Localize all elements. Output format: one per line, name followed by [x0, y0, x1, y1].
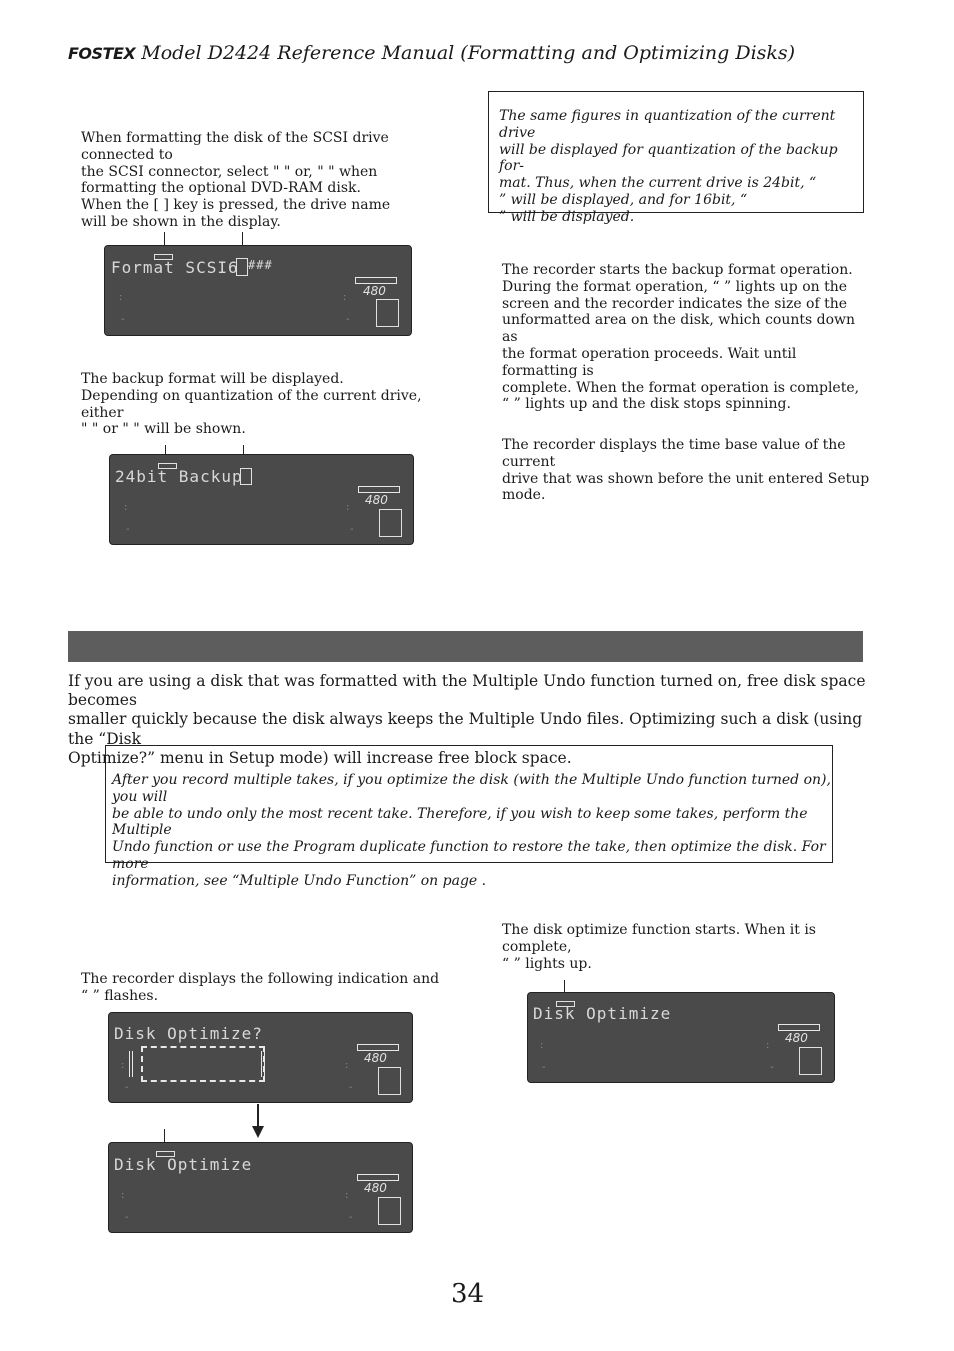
- timebase-value: 480: [363, 284, 386, 298]
- text-line: information, see “Multiple Undo Function” on page .: [112, 872, 487, 889]
- lcd-text: Disk Optimize: [533, 1004, 672, 1023]
- arrow-head-icon: [252, 1126, 264, 1138]
- note-box-multiple-undo: [105, 745, 833, 889]
- lcd-box-icon: [378, 1197, 401, 1225]
- page-number: 34: [451, 1279, 485, 1309]
- backup-format-paragraph: [81, 371, 461, 438]
- page-header: [68, 42, 795, 64]
- text-line: The recorder displays the following indication and: [81, 971, 440, 987]
- lcd-text: Disk Optimize?: [114, 1024, 263, 1043]
- text-line: The disk optimize function starts. When it is complete,: [502, 922, 816, 955]
- timebase-bar: [355, 277, 397, 284]
- text-line: complete. When the format operation is complete,: [502, 379, 860, 396]
- text-line: During the format operation, “ ” lights up on the: [502, 278, 848, 295]
- lcd-display-optimize-prompt: Disk Optimize? 480 : : - -: [108, 1012, 413, 1103]
- text-line: mat. Thus, when the current drive is 24bit, “: [499, 175, 817, 192]
- text-line: the format operation proceeds. Wait until formatting is: [502, 345, 797, 379]
- lcd-box-icon: [376, 299, 399, 327]
- timebase-bar: [357, 1044, 399, 1051]
- lcd-box-icon: [378, 1067, 401, 1095]
- timebase-value: 480: [785, 1031, 808, 1045]
- text-line: " " or " " will be shown.: [81, 421, 246, 438]
- optimize-complete-paragraph: [502, 922, 872, 972]
- lcd-text-suffix: ###: [248, 258, 273, 272]
- flashing-area: [141, 1046, 265, 1082]
- manual-title: Model D2424 Reference Manual (Formatting and Optimizing Disks): [141, 42, 796, 64]
- text-line: The backup format will be displayed.: [81, 371, 344, 387]
- text-line: “ ” flashes.: [81, 987, 159, 1004]
- text-line: be able to undo only the most recent take. Therefore, if you wish to keep some takes, perform the Multiple: [112, 805, 808, 839]
- lcd-box-icon: [379, 509, 402, 537]
- backup-operation-paragraph: [502, 262, 872, 413]
- text-line: will be displayed for quantization of the backup for-: [499, 141, 838, 175]
- fostex-logo: FOSTEX: [68, 44, 136, 63]
- text-line: If you are using a disk that was formatted with the Multiple Undo function turned on, free disk space becomes: [68, 672, 866, 710]
- text-line: formatting the optional DVD-RAM disk.: [81, 180, 361, 197]
- text-line: The same figures in quantization of the current drive: [499, 108, 836, 141]
- note-box-quantization: [488, 91, 864, 225]
- lcd-text: Format SCSI6: [111, 258, 239, 277]
- text-line: When formatting the disk of the SCSI drive connected to: [81, 130, 389, 163]
- text-line: After you record multiple takes, if you optimize the disk (with the Multiple Undo function turned on), you will: [112, 772, 831, 805]
- text-line: ” will be displayed.: [499, 208, 635, 225]
- timebase-bar: [357, 1174, 399, 1181]
- timebase-bar: [358, 486, 400, 493]
- optimize-prompt-paragraph: [81, 971, 461, 1005]
- text-line: The recorder starts the backup format operation.: [502, 262, 853, 278]
- text-line: The recorder displays the time base value of the current: [502, 437, 846, 470]
- timebase-paragraph: [502, 437, 872, 504]
- text-line: smaller quickly because the disk always keeps the Multiple Undo files. Optimizing such a disk (using the “Disk: [68, 710, 863, 748]
- lcd-text: 24bit Backup: [115, 467, 243, 486]
- lcd-display-optimizing: Disk Optimize 480 : : - -: [108, 1142, 413, 1233]
- text-line: screen and the recorder indicates the size of the: [502, 295, 848, 312]
- text-line: unformatted area on the disk, which counts down as: [502, 312, 856, 346]
- lcd-display-backup: 24bit Backup 480 : : - -: [109, 454, 414, 545]
- text-line: Depending on quantization of the current drive, either: [81, 387, 422, 421]
- text-line: the SCSI connector, select " " or, " " when: [81, 163, 378, 180]
- text-line: Optimize?” menu in Setup mode) will increase free block space.: [68, 748, 572, 767]
- section-heading-bar: [68, 631, 863, 662]
- text-line: will be shown in the display.: [81, 213, 281, 230]
- timebase-bar: [778, 1024, 820, 1031]
- text-line: “ ” lights up and the disk stops spinning.: [502, 396, 791, 413]
- lcd-text: Disk Optimize: [114, 1155, 253, 1174]
- timebase-value: 480: [365, 493, 388, 507]
- text-line: ” will be displayed, and for 16bit, “: [499, 191, 748, 208]
- lcd-display-optimize-complete: Disk Optimize 480 : : - -: [527, 992, 835, 1083]
- text-line: Undo function or use the Program duplicate function to restore the take, then optimize the disk. For more: [112, 839, 826, 872]
- lcd-box-icon: [799, 1047, 822, 1075]
- timebase-value: 480: [364, 1051, 387, 1065]
- text-line: “ ” lights up.: [502, 955, 592, 972]
- timebase-value: 480: [364, 1181, 387, 1195]
- lcd-display-format-scsi: Format SCSI6 ### 480 : : - -: [104, 245, 412, 336]
- text-line: drive that was shown before the unit entered Setup mode.: [502, 470, 870, 504]
- text-line: When the [ ] key is pressed, the drive name: [81, 197, 391, 214]
- format-scsi-paragraph: [81, 130, 461, 231]
